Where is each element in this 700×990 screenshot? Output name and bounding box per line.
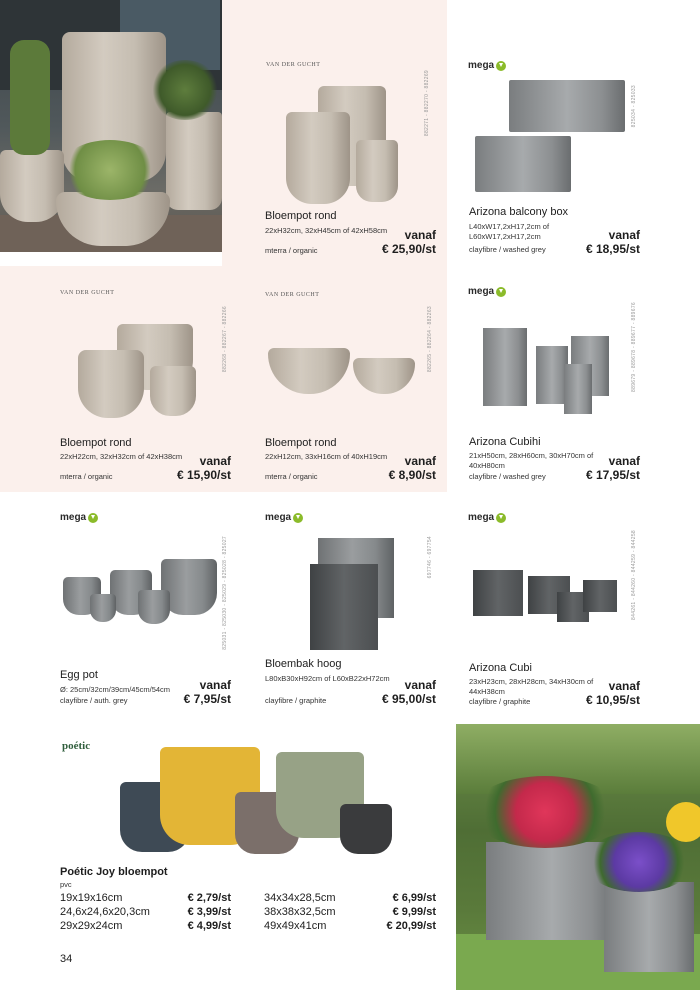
product-card-poetic-joy (0, 722, 456, 990)
product-card-arizona-balcony-box (447, 0, 700, 266)
article-codes: 882265 - 882264 - 882263 (427, 306, 433, 373)
price-prefix: vanaf (608, 679, 640, 693)
product-card-arizona-cubihi (447, 266, 700, 492)
price-prefix: vanaf (404, 228, 436, 242)
article-codes: 882271 - 882270 - 882269 (424, 70, 430, 137)
brand-logo-mega: mega (468, 60, 506, 71)
brand-logo-mega: mega (60, 512, 98, 523)
product-material: clayfibre / graphite (265, 696, 327, 705)
product-dimensions: L40xW17,2xH17,2cm of L60xW17,2xH17,2cm (469, 222, 550, 241)
price-prefix: vanaf (404, 678, 436, 692)
article-codes: 844261 - 844260 - 844259 - 844258 (631, 530, 637, 620)
price-prefix: vanaf (404, 454, 436, 468)
product-image-egg-pot-5 (138, 590, 170, 624)
size-price-1: € 2,79/st (187, 892, 231, 904)
product-material: pvc (60, 880, 72, 889)
size-price-4: € 6,99/st (392, 892, 436, 904)
mega-leaf-icon (88, 513, 98, 523)
product-name: Arizona Cubi (469, 662, 532, 674)
article-codes: 697746 - 697754 (427, 536, 433, 579)
brand-logo-mega: mega (468, 286, 506, 297)
size-price-5: € 9,99/st (392, 906, 436, 918)
product-card-egg-pot (0, 492, 242, 722)
product-name: Arizona balcony box (469, 206, 569, 218)
product-dimensions: 21xH50cm, 28xH60cm, 30xH70cm of 40xH80cm (469, 451, 594, 470)
size-row-5: 38x38x32,5cm (264, 906, 336, 918)
price-prefix: vanaf (199, 454, 231, 468)
product-dimensions: Ø: 25cm/32cm/39cm/45cm/54cm (60, 685, 171, 694)
size-price-6: € 20,99/st (386, 920, 436, 932)
product-dimensions: 23xH23cm, 28xH28cm, 34xH30cm of 44xH38cm (469, 677, 594, 696)
product-price: € 10,95/st (585, 693, 640, 707)
product-image-box-long (509, 80, 625, 132)
price-prefix: vanaf (199, 678, 231, 692)
brand-logo-van-der-gucht: VAN DER GUCHT (266, 62, 321, 68)
product-dimensions: 22xH22cm, 32xH32cm of 42xH38cm (60, 452, 183, 461)
brand-logo-mega: mega (468, 512, 506, 523)
brand-logo-poetic: poétic (62, 740, 91, 752)
product-card-bloempot-rond-low (242, 266, 447, 492)
product-price: € 95,00/st (381, 692, 436, 706)
size-row-1: 19x19x16cm (60, 892, 123, 904)
article-codes: 889679 - 889678 - 889677 - 889676 (631, 302, 637, 392)
product-name: Egg pot (60, 669, 98, 681)
product-image-pot-small (356, 140, 398, 202)
size-price-2: € 3,99/st (187, 906, 231, 918)
product-name: Bloembak hoog (265, 658, 342, 670)
brand-logo-van-der-gucht: VAN DER GUCHT (265, 292, 320, 298)
product-image-cube-large (473, 570, 523, 616)
price-prefix: vanaf (608, 228, 640, 242)
product-name: Bloempot rond (265, 210, 337, 222)
product-dimensions: 22xH12cm, 33xH16cm of 40xH19cm (265, 452, 388, 461)
product-image-egg-pot-4 (90, 594, 116, 622)
price-prefix: vanaf (608, 454, 640, 468)
product-image-cube-small (564, 364, 592, 414)
product-price: € 25,90/st (381, 242, 436, 256)
product-price: € 18,95/st (585, 242, 640, 256)
product-name: Poétic Joy bloempot (60, 866, 168, 878)
mega-leaf-icon (496, 513, 506, 523)
product-image-cube-right (583, 580, 617, 612)
product-price: € 17,95/st (585, 468, 640, 482)
size-row-3: 29x29x24cm (60, 920, 123, 932)
mega-leaf-icon (293, 513, 303, 523)
product-material: clayfibre / graphite (469, 697, 531, 706)
brand-logo-van-der-gucht: VAN DER GUCHT (60, 290, 115, 296)
article-codes: 825034 - 825033 (631, 85, 637, 128)
product-image-box-short (475, 136, 571, 192)
product-material: mterra / organic (265, 246, 318, 255)
mega-leaf-icon (496, 61, 506, 71)
product-dimensions: L80xB30xH92cm of L60xB22xH72cm (265, 674, 390, 683)
mega-leaf-icon (496, 287, 506, 297)
product-name: Arizona Cubihi (469, 436, 541, 448)
product-image-pot-small (150, 366, 196, 416)
size-row-6: 49x49x41cm (264, 920, 327, 932)
product-material: clayfibre / auth. grey (60, 696, 128, 705)
product-card-bloembak-hoog (242, 492, 447, 722)
lifestyle-photo-flowers (456, 724, 700, 990)
product-card-bloempot-rond-medium (0, 266, 242, 492)
product-image-cube-tall (483, 328, 527, 406)
product-image-bowl-large (268, 348, 350, 394)
product-image-pot-medium (78, 350, 144, 418)
size-row-4: 34x34x28,5cm (264, 892, 336, 904)
product-card-arizona-cubi (447, 492, 700, 722)
product-price: € 8,90/st (388, 468, 436, 482)
product-image-bowl-small (353, 358, 415, 394)
brand-logo-mega: mega (265, 512, 303, 523)
product-material: mterra / organic (60, 472, 113, 481)
size-price-3: € 4,99/st (187, 920, 231, 932)
article-codes: 825031 - 825030 - 825029 - 825028 - 825027 (222, 536, 228, 650)
product-name: Bloempot rond (265, 437, 337, 449)
product-material: clayfibre / washed grey (469, 472, 546, 481)
page-number: 34 (60, 953, 73, 965)
size-row-2: 24,6x24,6x20,3cm (60, 906, 150, 918)
product-material: mterra / organic (265, 472, 318, 481)
lifestyle-photo-patio (0, 0, 222, 252)
product-material: clayfibre / washed grey (469, 245, 546, 254)
product-name: Bloempot rond (60, 437, 132, 449)
product-image-planter-front (310, 564, 378, 650)
product-card-bloempot-rond-large (222, 0, 447, 266)
product-image-joy-pot-black (340, 804, 392, 854)
product-dimensions: 22xH32cm, 32xH45cm of 42xH58cm (265, 226, 388, 235)
product-price: € 15,90/st (176, 468, 231, 482)
article-codes: 882268 - 882267 - 882266 (222, 306, 228, 373)
product-price: € 7,95/st (183, 692, 231, 706)
product-image-pot-medium (286, 112, 350, 204)
